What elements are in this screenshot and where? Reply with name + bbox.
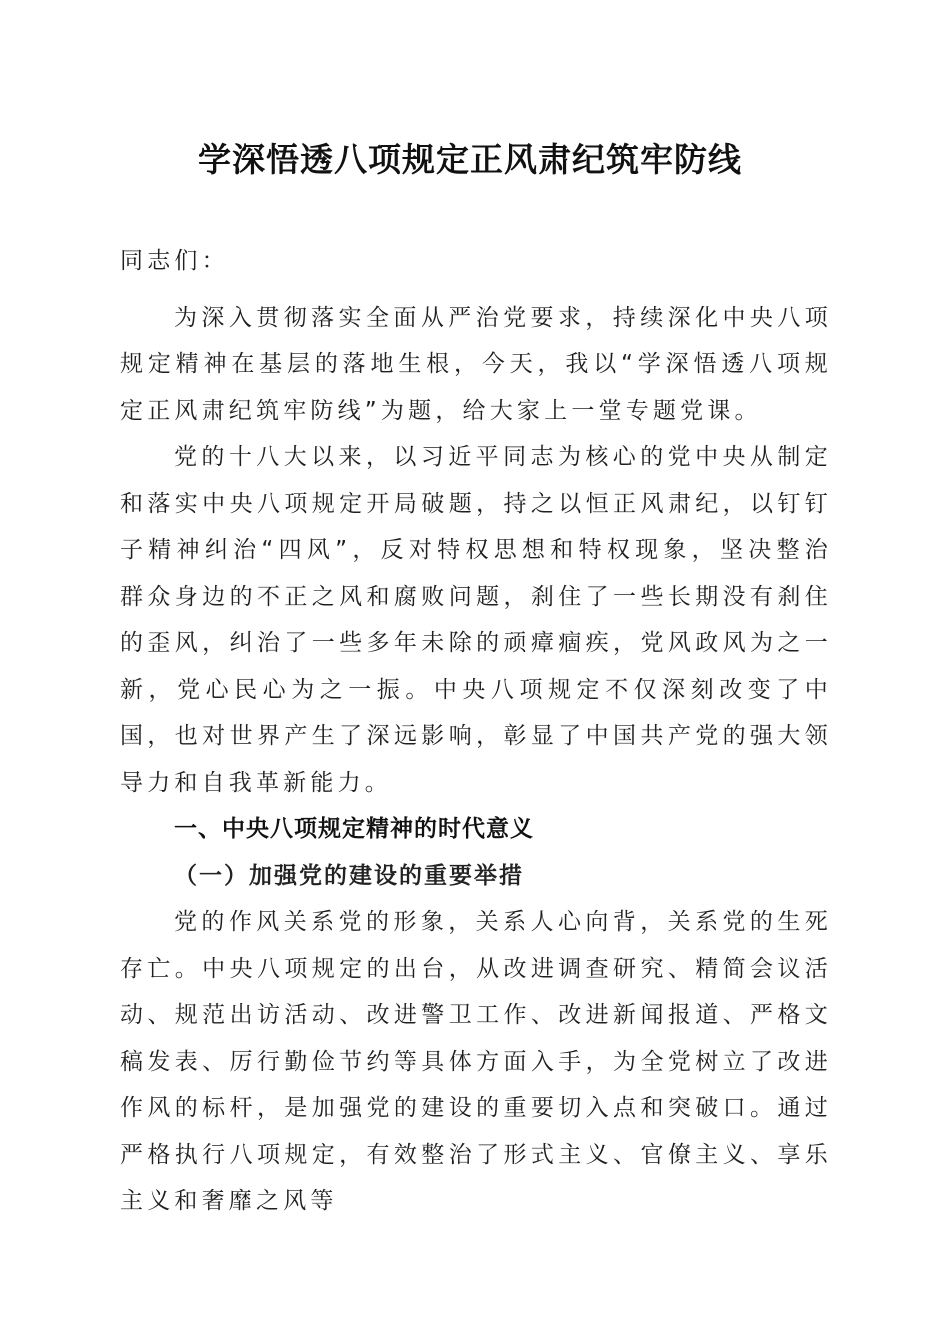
salutation: 同志们： bbox=[120, 248, 229, 274]
subsection-paragraph: 党的作风关系党的形象，关系人心向背，关系党的生死存亡。中央八项规定的出台，从改进调查研究、精简会议活动、规范出访活动、改进警卫工作、改进新闻报道、严格文稿发表、厉行勤俭节约等具体方面入手，为全党树立了改进作风的标杆，是加强党的建设的重要切入点和突破口。通过严格执行八项规定，有效整治了形式主义、官僚主义、享乐主义和奢靡之风等 bbox=[120, 909, 832, 1214]
paragraph-background: 党的十八大以来，以习近平同志为核心的党中央从制定和落实中央八项规定开局破题，持之以恒正风肃纪，以钉钉子精神纠治“四风”，反对特权思想和特权现象，坚决整治群众身边的不正之风和腐败问题，刹住了一些长期没有刹住的歪风，纠治了一些多年未除的顽瘴痼疾，党风政风为之一新，党心民心为之一振。中央八项规定不仅深刻改变了中国，也对世界产生了深远影响，彰显了中国共产党的强大领导力和自我革新能力。 bbox=[120, 444, 832, 796]
subsection-heading: （一）加强党的建设的重要举措 bbox=[174, 861, 524, 889]
section-heading: 一、中央八项规定精神的时代意义 bbox=[174, 816, 534, 842]
document-body bbox=[120, 238, 832, 1225]
paragraph-intro: 为深入贯彻落实全面从严治党要求，持续深化中央八项规定精神在基层的落地生根，今天，我以“学深悟透八项规定正风肃纪筑牢防线”为题，给大家上一堂专题党课。 bbox=[120, 304, 832, 424]
document-title: 学深悟透八项规定正风肃纪筑牢防线 bbox=[198, 140, 742, 179]
